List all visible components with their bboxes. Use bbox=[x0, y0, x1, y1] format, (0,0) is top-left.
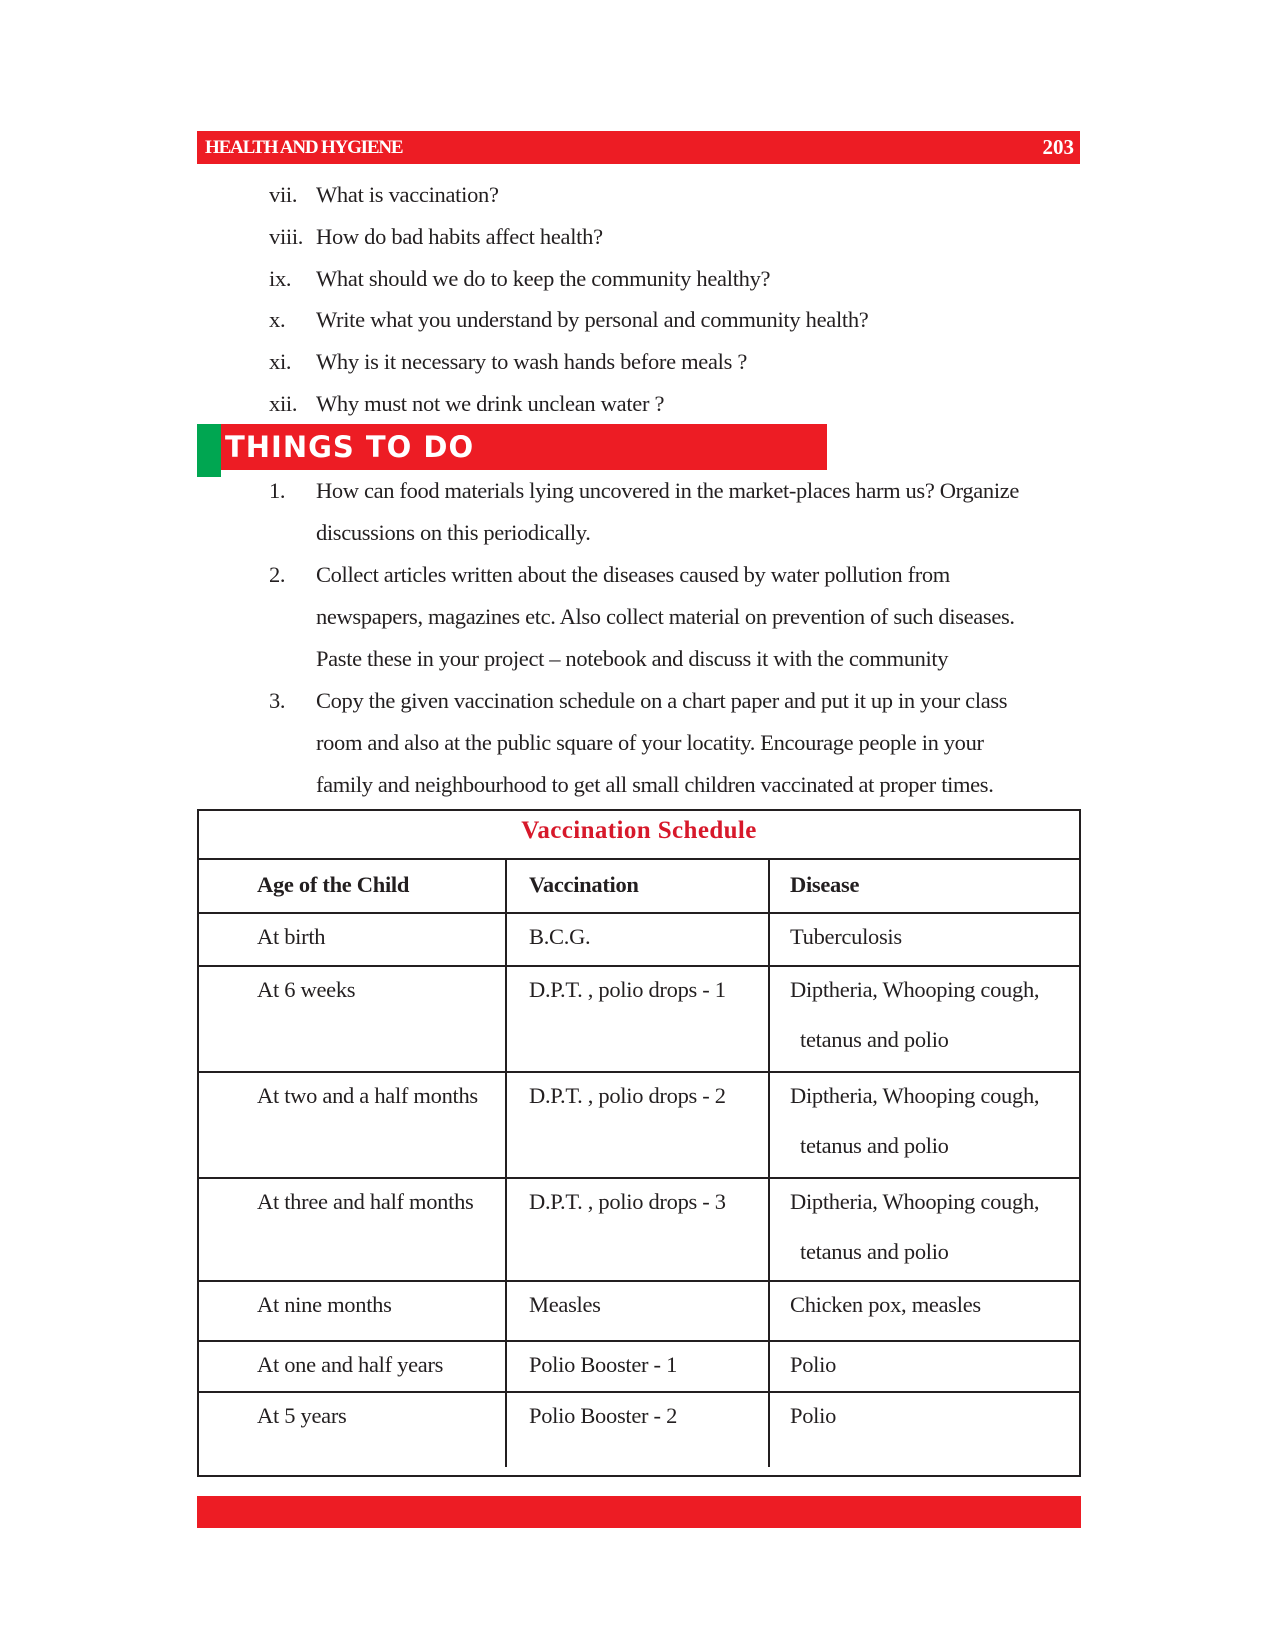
disease-text: Chicken pox, measles bbox=[790, 1292, 981, 1317]
cell-disease bbox=[770, 1393, 1079, 1467]
question-text: Why must not we drink unclean water ? bbox=[316, 390, 665, 416]
header-disease: Disease bbox=[790, 872, 860, 897]
question-item bbox=[197, 303, 1080, 345]
header-vaccination: Vaccination bbox=[507, 860, 770, 912]
cell-vaccination: B.C.G. bbox=[507, 914, 770, 965]
table-row bbox=[199, 1073, 1079, 1179]
task-number: 3. bbox=[269, 688, 286, 713]
table-row bbox=[199, 1393, 1079, 1467]
disease-text-continued: tetanus and polio bbox=[800, 1027, 949, 1052]
table-row bbox=[199, 1342, 1079, 1393]
task-line: discussions on this periodically. bbox=[316, 520, 591, 545]
cell-vaccination: D.P.T. , polio drops - 1 bbox=[507, 967, 770, 1071]
task-line: room and also at the public square of your locatity. Encourage people in your bbox=[316, 730, 984, 755]
question-number: ix. bbox=[269, 265, 292, 291]
cell-vaccination: Measles bbox=[507, 1282, 770, 1340]
cell-disease bbox=[770, 1179, 1079, 1280]
disease-text: Polio bbox=[790, 1352, 837, 1377]
disease-text-continued: tetanus and polio bbox=[800, 1239, 949, 1264]
cell-disease bbox=[770, 1282, 1079, 1340]
page-footer-bar bbox=[197, 1496, 1081, 1528]
table-row bbox=[199, 1179, 1079, 1282]
cell-age: At nine months bbox=[199, 1282, 507, 1340]
task-text bbox=[316, 554, 1096, 680]
cell-vaccination: D.P.T. , polio drops - 3 bbox=[507, 1179, 770, 1280]
cell-disease bbox=[770, 1073, 1079, 1177]
disease-text: Diptheria, Whooping cough, bbox=[790, 1083, 1040, 1108]
question-number: viii. bbox=[269, 223, 304, 249]
question-item bbox=[197, 220, 1080, 262]
page-header bbox=[197, 131, 1080, 164]
disease-text: Tuberculosis bbox=[790, 924, 902, 949]
cell-disease bbox=[770, 1342, 1079, 1391]
cell-age: At three and half months bbox=[199, 1179, 507, 1280]
task-number: 1. bbox=[269, 478, 286, 503]
task-text bbox=[316, 470, 1096, 554]
task-line: newspapers, magazines etc. Also collect material on prevention of such diseases. bbox=[316, 604, 1015, 629]
vaccination-schedule-table bbox=[197, 809, 1081, 1477]
disease-text: Diptheria, Whooping cough, bbox=[790, 977, 1040, 1002]
question-item bbox=[197, 178, 1080, 220]
task-list bbox=[197, 470, 1097, 806]
question-number: x. bbox=[269, 307, 286, 333]
section-heading bbox=[197, 424, 827, 470]
task-text bbox=[316, 680, 1096, 806]
question-text: What is vaccination? bbox=[316, 182, 499, 207]
cell-age: At one and half years bbox=[199, 1342, 507, 1391]
table-header-row bbox=[199, 860, 1079, 914]
cell-disease bbox=[770, 967, 1079, 1071]
cell-vaccination: D.P.T. , polio drops - 2 bbox=[507, 1073, 770, 1177]
header-age: Age of the Child bbox=[199, 860, 507, 912]
running-title: HEALTH AND HYGIENE bbox=[205, 136, 403, 158]
task-number: 2. bbox=[269, 562, 286, 587]
question-number: xi. bbox=[269, 349, 292, 375]
task-item bbox=[197, 554, 1097, 680]
table-row bbox=[199, 914, 1079, 967]
cell-age: At 5 years bbox=[199, 1393, 507, 1467]
question-item bbox=[197, 345, 1080, 387]
table-row bbox=[199, 967, 1079, 1073]
question-text: Write what you understand by personal and community health? bbox=[316, 307, 869, 333]
question-number: xii. bbox=[269, 390, 298, 416]
table-row bbox=[199, 1282, 1079, 1342]
disease-text-continued: tetanus and polio bbox=[800, 1133, 949, 1158]
disease-text: Diptheria, Whooping cough, bbox=[790, 1189, 1040, 1214]
question-number: vii. bbox=[269, 182, 298, 207]
cell-age: At birth bbox=[199, 914, 507, 965]
task-item bbox=[197, 470, 1097, 554]
question-item bbox=[197, 262, 1080, 304]
section-heading-label: THINGS TO DO bbox=[221, 424, 827, 470]
table-title: Vaccination Schedule bbox=[199, 811, 1079, 860]
question-list bbox=[197, 178, 1080, 429]
question-text: Why is it necessary to wash hands before meals ? bbox=[316, 349, 748, 375]
cell-age: At two and a half months bbox=[199, 1073, 507, 1177]
task-line: Copy the given vaccination schedule on a chart paper and put it up in your class bbox=[316, 688, 1008, 713]
task-item bbox=[197, 680, 1097, 806]
question-text: What should we do to keep the community healthy? bbox=[316, 265, 771, 291]
disease-text: Polio bbox=[790, 1403, 837, 1428]
task-line: How can food materials lying uncovered in the market-places harm us? Organize bbox=[316, 478, 1019, 503]
task-line: Paste these in your project – notebook and discuss it with the community bbox=[316, 646, 949, 671]
cell-vaccination: Polio Booster - 2 bbox=[507, 1393, 770, 1467]
task-line: Collect articles written about the diseases caused by water pollution from bbox=[316, 562, 950, 587]
question-item bbox=[197, 387, 1080, 429]
task-line: family and neighbourhood to get all small children vaccinated at proper times. bbox=[316, 772, 994, 797]
page-number: 203 bbox=[1042, 135, 1074, 159]
question-text: How do bad habits affect health? bbox=[316, 223, 603, 249]
cell-age: At 6 weeks bbox=[199, 967, 507, 1071]
cell-disease bbox=[770, 914, 1079, 965]
cell-vaccination: Polio Booster - 1 bbox=[507, 1342, 770, 1391]
